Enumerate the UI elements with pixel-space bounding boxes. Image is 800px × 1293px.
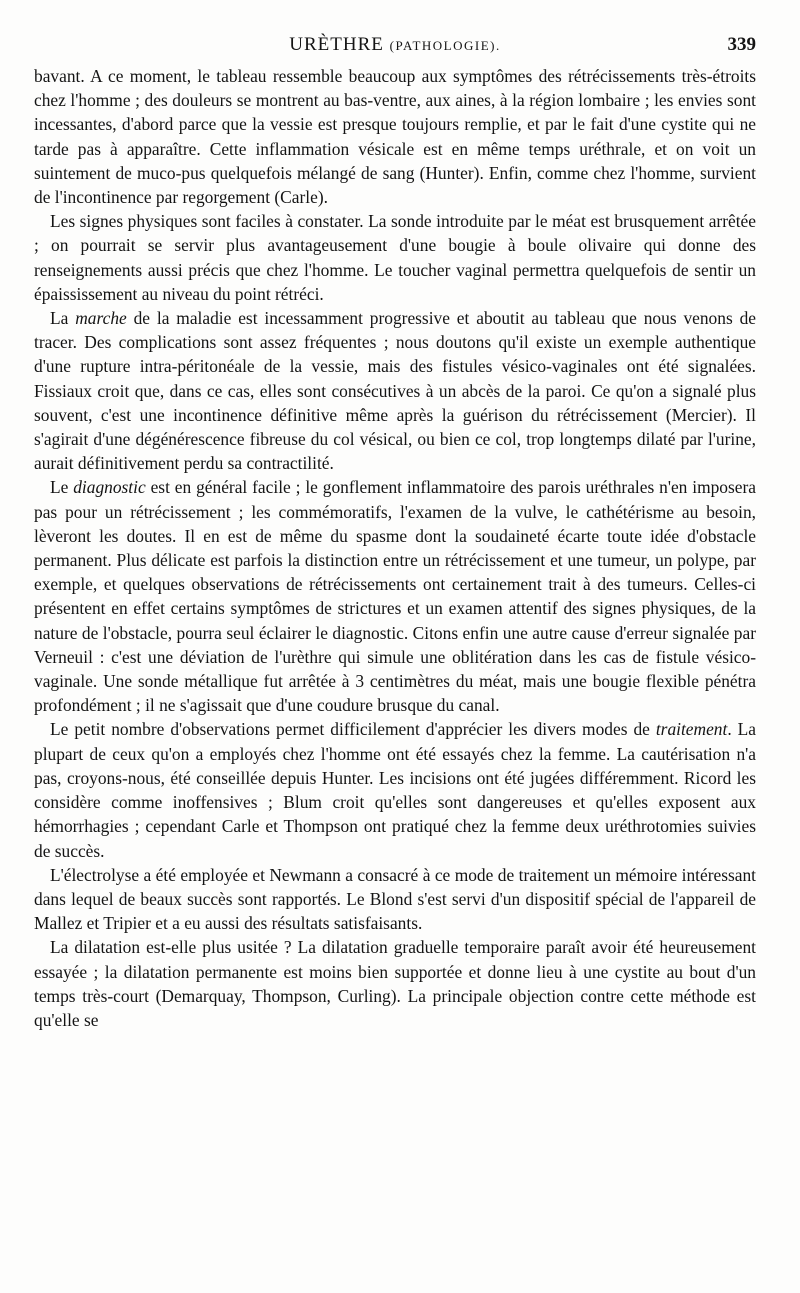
text-run: est en général facile ; le gonflement inflammatoire des parois uréthrales n'en imposera pas pour un rétrécissement ; les commémoratifs, l'examen de la vulve, le cathétérisme au besoin, lèveront les doutes. Il en est de même du spasme dont la soudaineté écarte toute idée d'obstacle permanent. Plus délicate est parfois la distinction entre un rétrécissement et une tumeur, un polype, par exemple, et quelques observations de rétrécissements ont certainement trait à des tumeurs. Celles-ci présentent en effet certains symptômes de strictures et un examen attentif des signes physiques, de la nature de l'obstacle, pourra seul éclairer le diagnostic. Citons enfin une autre cause d'erreur signalée par Verneuil : c'est une déviation de l'urèthre qui simule une oblitération dans les cas de fistule vésico-vaginale. Une sonde métallique fut arrêtée à 3 centimètres du méat, mais une bougie flexible pénétra profondément ; il ne s'agissait que d'une coudure brusque du canal. (34, 477, 756, 716)
running-title-subtitle: (PATHOLOGIE). (389, 38, 501, 53)
paragraph (34, 209, 756, 306)
text-run: L'électrolyse a été employée et Newmann a consacré à ce mode de traitement un mémoire intéressant dans lequel de beaux succès sont rapportés. Le Blond s'est servi d'un dispositif spécial de l'appareil de Mallez et Tripier et a eu aussi des résultats satisfaisants. (34, 864, 756, 934)
paragraph (34, 64, 756, 209)
text-run: Le petit nombre d'observations permet difficilement d'apprécier les divers modes de (50, 719, 656, 740)
running-title-main: URÈTHRE (289, 34, 384, 55)
text-run: Les signes physiques sont faciles à constater. La sonde introduite par le méat est brusquement arrêtée ; on pourrait se servir plus avantageusement d'une bougie à boule olivaire qui donne des renseignements aussi précis que chez l'homme. Le toucher vaginal permettra quelquefois de sentir un épaississement au niveau du point rétréci. (34, 211, 756, 304)
paragraph (34, 306, 756, 475)
italic-term: traitement (655, 719, 728, 740)
body-text (34, 64, 756, 1032)
text-run: de la maladie est incessamment progressive et aboutit au tableau que nous venons de tracer. Des complications sont assez fréquentes ; nous doutons qu'il existe un exemple authentique d'une rupture intra-péritonéale de la vessie, mais des fistules vésico-vaginales ont été signalées. Fissiaux croit que, dans ce cas, elles sont consécutives à un abcès de la paroi. Ce qu'on a signalé plus souvent, c'est une incontinence définitive même après la guérison du rétrécissement (Mercier). Il s'agirait d'une dégénérescence fibreuse du col vésical, ou bien ce col, trop longtemps dilaté par l'urine, aurait définitivement perdu sa contractilité. (34, 308, 756, 474)
italic-term: marche (75, 308, 127, 329)
paragraph (34, 935, 756, 1032)
text-run: Le (50, 477, 74, 498)
page-header (34, 28, 756, 58)
text-run: La (50, 308, 76, 329)
paragraph (34, 717, 756, 862)
running-title (34, 34, 756, 56)
paragraph (34, 475, 756, 717)
text-run: . La plupart de ceux qu'on a employés chez l'homme ont été essayés chez la femme. La cautérisation n'a pas, croyons-nous, été conseillée depuis Hunter. Les incisions ont été jugées différemment. Ricord les considère comme inoffensives ; Blum croit qu'elles sont dangereuses et qu'elles exposent aux hémorrhagies ; cependant Carle et Thompson ont pratiqué chez la femme deux uréthrotomies suivies de succès. (34, 719, 756, 861)
italic-term: diagnostic (73, 477, 146, 498)
text-run: bavant. A ce moment, le tableau ressemble beaucoup aux symptômes des rétrécissements très-étroits chez l'homme ; des douleurs se montrent au bas-ventre, aux aines, à la région lombaire ; les envies sont incessantes, d'abord parce que la vessie est presque toujours remplie, et par le fait d'une cystite qui ne tarde pas à apparaître. Cette inflammation vésicale est en même temps uréthrale, et on voit un suintement de muco-pus quelquefois mélangé de sang (Hunter). Enfin, comme chez l'homme, survient de l'incontinence par regorgement (Carle). (34, 66, 756, 208)
paragraph (34, 863, 756, 936)
page-number: 339 (727, 34, 756, 55)
text-run: La dilatation est-elle plus usitée ? La dilatation graduelle temporaire paraît avoir été heureusement essayée ; la dilatation permanente est moins bien supportée et donne lieu à une cystite au bout d'un temps très-court (Demarquay, Thompson, Curling). La principale objection contre cette méthode est qu'elle se (34, 937, 756, 1030)
